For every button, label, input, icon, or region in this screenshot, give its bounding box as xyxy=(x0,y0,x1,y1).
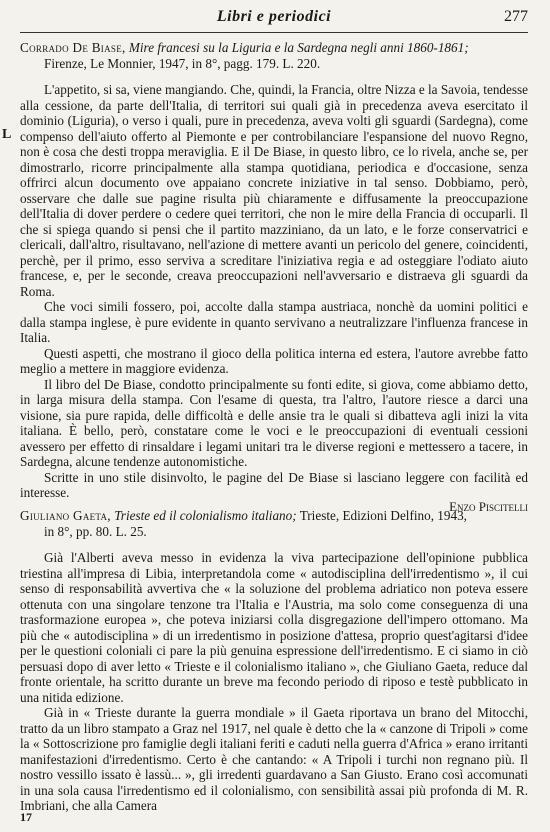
review-paragraph: Scritte in uno stile disinvolto, le pagine del De Biase si lasciano leggere con facilità ed interesse. xyxy=(20,469,528,500)
review-paragraph: Il libro del De Biase, condotto principalmente su fonti edite, si giova, come abbiamo detto, in larga misura della stampa. Con l'esame di questa, tra l'altro, l'autore riesce a darci una visione, sia pure rapida, delle difficoltà e delle ansie tra le quali si dibatteva agli inizi la vita italiana. È bello, però, constatare come le voci e le preoccupazioni di eventuali cessioni avessero per effetto di rinsaldare i legami unitari tra le diverse regioni e mettessero a tacere, in Sardegna, alcune tendenze autonomistiche. xyxy=(20,376,528,469)
review-paragraph: Già l'Alberti aveva messo in evidenza la viva partecipazione dell'opinione pubblica triestina all'impresa di Libia, interpretandola come « autodisciplina dell'irredentismo », il cui senso di responsabilità avvertiva che « la soluzione del problema adriatico non poteva essere ottenuta con una singolare tenzone tra l'Italia e l'Austria, ma solo come conseguenza di una trasformazione europea », che poteva iniziarsi colla disgregazione dell'impero ottomano. Ma più che « autodisciplina » di un irredentismo in posizione d'attesa, proprio quest'agitarsi d'idee per le questioni coloniali ci pare la più genuina espressione dell'irredentismo. E ci siamo in ciò persuasi dopo di aver letto « Trieste e il colonialismo italiano », che Giuliano Gaeta, reduce dal fronte orientale, ha scritto durante un breve ma fecondo periodo di riposo e testè pubblicato in una nitida edizione. xyxy=(20,550,528,705)
review-body xyxy=(20,550,528,814)
printer-signature-mark: 17 xyxy=(20,810,32,824)
margin-annotation-mark: L xyxy=(2,127,12,142)
review-paragraph: Che voci simili fossero, poi, accolte dalla stampa austriaca, nonchè da uomini politici e dalla stampa inglese, è pure evidente in quanto servivano a neutralizzare l'influenza francese in Italia. xyxy=(20,299,528,345)
review-body xyxy=(20,82,528,501)
review-author: Giuliano Gaeta, xyxy=(20,508,111,523)
review-de-biase xyxy=(20,40,528,514)
review-paragraph: Già in « Trieste durante la guerra mondiale » il Gaeta riportava un brano del Mitocchi, tratto da un libro stampato a Graz nel 1917, nel quale è detto che la « canzone di Tripoli » come la « Sottoscrizione pro famiglie degli italiani feriti e caduti nella guerra d'Africa » erano irritanti manifestazioni d'irredentismo. Certo è che cantando: « A Tripoli i turchi non regnano più. Il nostro vessillo issato è lassù... », gli irredenti guardavano a San Giusto. Erano così accomunati in una sola causa l'irredentismo ed il colonialismo, con sensibilità assai più profonda di M. R. Imbriani, che alla Camera xyxy=(20,705,528,813)
review-gaeta xyxy=(20,508,528,814)
review-author: Corrado De Biase, xyxy=(20,40,126,55)
review-paragraph: Questi aspetti, che mostrano il gioco della politica interna ed estera, l'autore avrebbe fatto meglio a mettere in maggiore evidenza. xyxy=(20,345,528,376)
running-head xyxy=(20,8,528,33)
running-title: Libri e periodici xyxy=(216,8,332,25)
work-title: Trieste ed il colonialismo italiano; xyxy=(114,508,297,523)
citation xyxy=(20,40,528,71)
citation xyxy=(20,508,528,539)
publication-info: Firenze, Le Monnier, 1947, in 8°, pagg. 179. L. 220. xyxy=(44,55,321,71)
reviewer-signature: Enzo Piscitelli xyxy=(449,498,528,514)
publication-info: Trieste, Edizioni Delfino, 1943, xyxy=(299,508,467,523)
page-number: 277 xyxy=(504,8,528,25)
work-title: Mire francesi su la Liguria e la Sardegna negli anni 1860-1861; xyxy=(128,40,469,55)
review-paragraph: L'appetito, si sa, viene mangiando. Che, quindi, la Francia, oltre Nizza e la Savoia, tendesse alla cessione, da parte dell'Italia, di territori sui quali già in precedenza aveva esercitato il dominio (Liguria), o verso i quali, pure in precedenza, aveva volti gli sguardi (Sardegna), come compenso dell'aiuto offerto al Piemonte e per controbilanciare l'espansione del nuovo Regno, non è cosa che desti troppa meraviglia. E il De Biase, in questo libro, ce lo rivela, anche se, per dimostrarlo, ricorre principalmente alla stampa quotidiana, periodica e d'occasione, senza offrirci alcun documento ove appaiano concrete iniziative in tal senso. Dobbiamo, però, osservare che dalle sue pagine risulta più chiaramente e diffusamente la preoccupazione dell'Italia di dover perdere o cedere quei territori, che non le mire della Francia di occuparli. Il che si spiega quando si pensi che il partito mazziniano, da un lato, e le forze conservatrici e clericali, dall'altro, risultavano, nell'azione di mettere avanti un pericolo del genere, coincidenti, perchè, per il primo, esso serviva a screditare l'iniziativa regia e ad osteggiare l'odiato aiuto francese, e, per le seconde, creava preoccupazioni nell'avversario e distraeva gli sguardi da Roma. xyxy=(20,82,528,299)
publication-info-continued: in 8°, pp. 80. L. 25. xyxy=(44,523,147,539)
